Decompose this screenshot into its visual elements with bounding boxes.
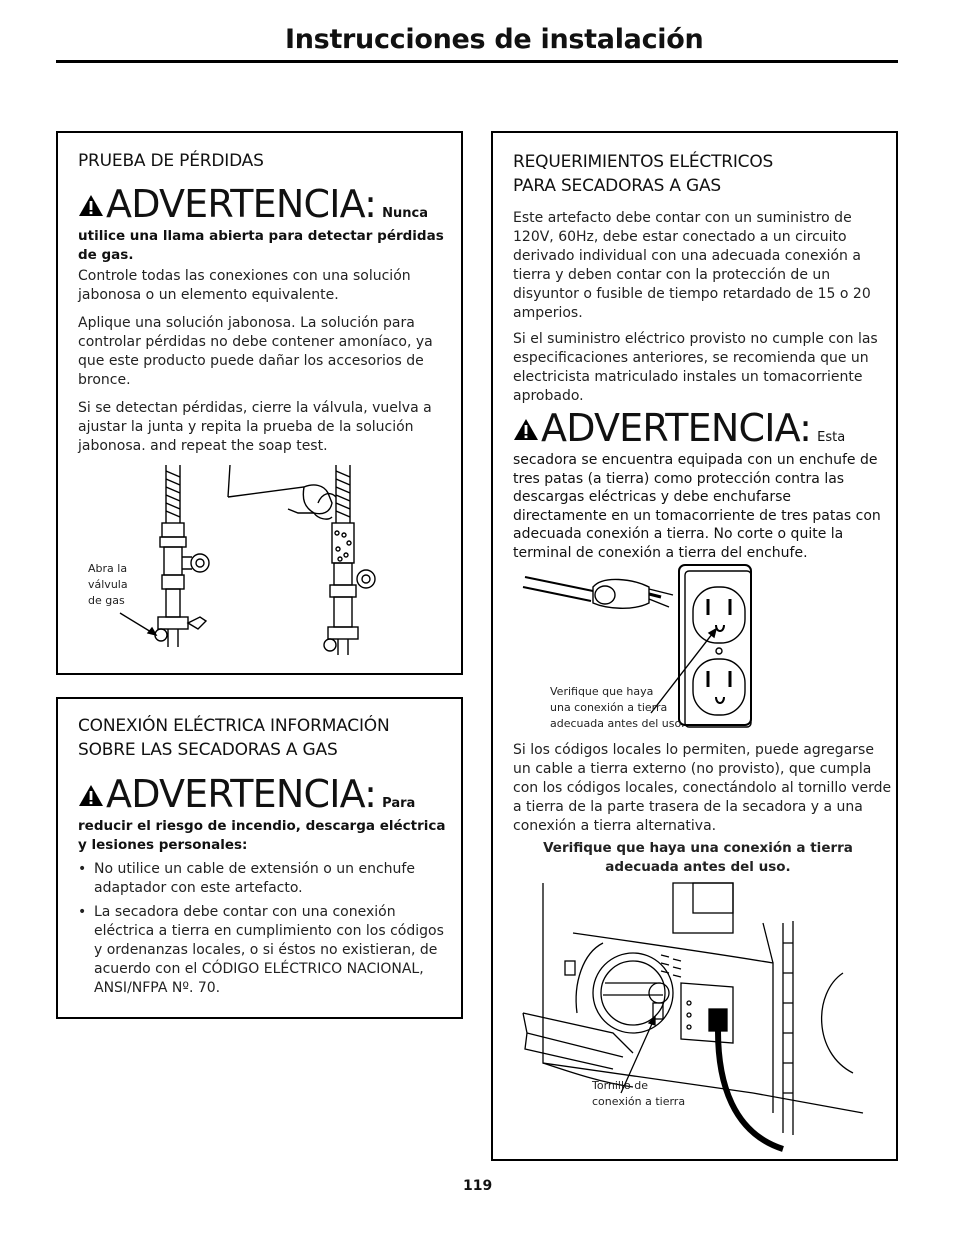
leak-warning [78, 181, 450, 265]
electrical-warning [78, 771, 450, 855]
title-rule [56, 60, 898, 63]
warning-text: reducir el riesgo de incendio, descarga eléctrica y lesiones personales: [78, 818, 446, 853]
warning-lead: Nunca [382, 206, 429, 221]
warning-triangle-icon [78, 784, 104, 807]
electrical-bullet-list [78, 860, 448, 1003]
warning-text: secadora se encuentra equipada con un enchufe de tres patas (a tierra) como protección contra las descargas eléctricas y debe enchufarse directamente en un tomacorriente de tres patas con adecuada conexión a tierra. No corte o quite la terminal de conexión a tierra del enchufe. [513, 452, 881, 561]
requirements-heading: REQUERIMIENTOS ELÉCTRICOS PARA SECADORAS A GAS [513, 152, 774, 196]
requirements-para-2: Si el suministro eléctrico provisto no cumple con las especificaciones anteriores, se recomienda que un electricista matriculado instales un tomacorriente aprobado. [513, 331, 878, 404]
warning-lead: Esta [817, 430, 846, 445]
ground-screw-caption: Tornillo de conexión a tierra [592, 1079, 686, 1108]
requirements-para-3: Si los códigos locales lo permiten, puede agregarse un cable a tierra externo (no provisto), que cumpla con los códigos locales, conectándolo al tornillo verde a tierra de la parte trasera de la secadora y a una conexión a tierra alternativa. [513, 742, 892, 834]
leak-para-3: Si se detectan pérdidas, cierre la válvula, vuelva a ajustar la junta y repita la prueba de la solución jabonosa. and repeat the soap test. [78, 400, 432, 454]
warning-triangle-icon [78, 194, 104, 217]
list-item: • No utilice un cable de extensión o un enchufe adaptador con este artefacto. [78, 860, 448, 898]
warning-lead: Para [382, 796, 416, 811]
requirements-para-1: Este artefacto debe contar con un suministro de 120V, 60Hz, debe estar conectado a un circuito derivado individual con una adecuada conexión a tierra y deben contar con la protección de un disyuntor o fusible de tiempo retardado de 15 o 20 amperios. [513, 210, 871, 321]
leak-test-section [56, 131, 463, 675]
electrical-requirements-section [491, 131, 898, 1161]
grounding-note: Verifique que haya una conexión a tierra adecuada antes del uso. [543, 840, 853, 875]
plug-warning [513, 405, 888, 562]
list-item: • La secadora debe contar con una conexión eléctrica a tierra en cumplimiento con los códigos y ordenanzas locales, o si éstos no existieran, de acuerdo con el CÓDIGO ELÉCTRICO NACIONAL, ANSI/NFPA Nº. 70. [78, 903, 448, 998]
electrical-info-section [56, 697, 463, 1019]
gas-valve-caption: Abra la válvula de gas [88, 562, 128, 607]
leak-test-heading: PRUEBA DE PÉRDIDAS [78, 151, 264, 171]
gas-pipe-illustration [118, 463, 398, 663]
leak-para-1: Controle todas las conexiones con una solución jabonosa o un elemento equivalente. [78, 268, 411, 303]
warning-triangle-icon [513, 418, 539, 441]
warning-word: ADVERTENCIA: [106, 182, 377, 226]
warning-word: ADVERTENCIA: [541, 406, 812, 450]
outlet-caption: Verifique que haya una conexión a tierra adecuada antes del uso. [550, 685, 685, 730]
warning-word: ADVERTENCIA: [106, 772, 377, 816]
warning-text: utilice una llama abierta para detectar pérdidas de gas. [78, 228, 444, 263]
electrical-info-heading: CONEXIÓN ELÉCTRICA INFORMACIÓN SOBRE LAS SECADORAS A GAS [78, 716, 390, 760]
leak-para-2: Aplique una solución jabonosa. La solución para controlar pérdidas no debe contener amoníaco, ya que este producto puede dañar los accesorios de bronce. [78, 315, 433, 388]
page-number: 119 [463, 1178, 493, 1194]
page-title: Instrucciones de instalación [285, 24, 704, 55]
dryer-ground-screw-illustration [513, 883, 893, 1153]
